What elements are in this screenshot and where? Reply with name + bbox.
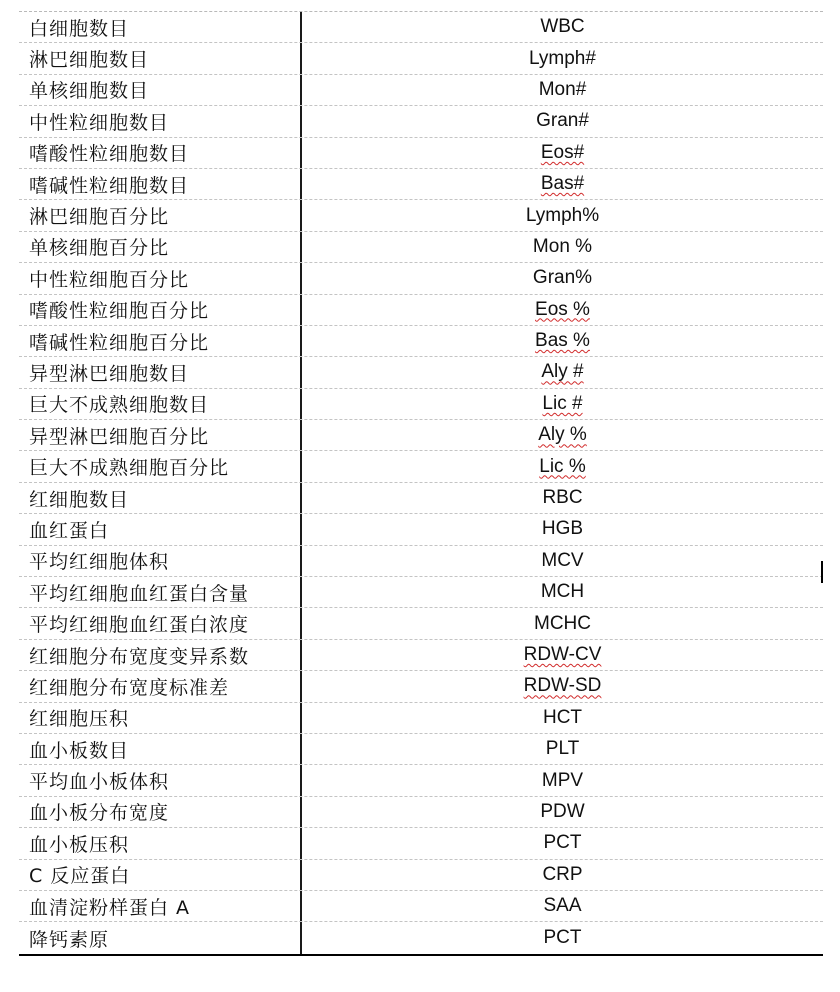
parameter-abbreviation-cell[interactable]	[302, 138, 823, 168]
parameter-abbreviation-cell[interactable]	[302, 200, 823, 230]
parameter-abbreviation: Lic %	[539, 455, 586, 477]
table-row[interactable]	[19, 357, 823, 388]
table-row[interactable]	[19, 703, 823, 734]
table-row[interactable]	[19, 43, 823, 74]
parameter-name-cell[interactable]	[19, 357, 302, 387]
parameter-name-cell[interactable]	[19, 169, 302, 199]
parameter-abbreviation-cell[interactable]	[302, 12, 823, 42]
parameter-name: 平均血小板体积	[29, 771, 170, 794]
table-row[interactable]	[19, 483, 823, 514]
parameter-abbreviation: MCV	[541, 549, 584, 571]
parameter-name: 血红蛋白	[29, 519, 110, 542]
parameter-name-cell[interactable]	[19, 389, 302, 419]
parameter-name-cell[interactable]	[19, 232, 302, 262]
table-row[interactable]	[19, 797, 823, 828]
parameter-name: 巨大不成熟细胞百分比	[29, 457, 230, 480]
parameter-name: 血小板分布宽度	[29, 802, 170, 825]
parameter-abbreviation-cell[interactable]	[302, 451, 823, 481]
parameter-abbreviation: WBC	[540, 16, 585, 38]
table-row[interactable]	[19, 200, 823, 231]
parameter-name: 嗜酸性粒细胞百分比	[29, 300, 210, 323]
parameter-name: 嗜碱性粒细胞数目	[29, 174, 190, 197]
parameter-name: 白细胞数目	[29, 17, 130, 40]
table-row[interactable]	[19, 922, 823, 953]
table-row[interactable]	[19, 169, 823, 200]
parameter-abbreviation: Mon#	[538, 78, 587, 100]
parameter-abbreviation: CRP	[542, 863, 583, 885]
parameter-abbreviation: Aly %	[538, 424, 587, 446]
parameter-abbreviation: Lymph#	[529, 47, 596, 69]
table-row[interactable]	[19, 295, 823, 326]
parameter-name-cell[interactable]	[19, 326, 302, 356]
parameter-name-cell[interactable]	[19, 860, 302, 890]
parameter-abbreviation-cell[interactable]	[302, 263, 823, 293]
parameter-abbreviation: Gran%	[532, 267, 593, 289]
parameter-name: 中性粒细胞百分比	[29, 268, 190, 291]
parameter-abbreviation-cell[interactable]	[302, 922, 823, 953]
table-row[interactable]	[19, 828, 823, 859]
parameter-abbreviation-cell[interactable]	[302, 420, 823, 450]
parameter-abbreviation-cell[interactable]	[302, 671, 823, 701]
parameter-name: 淋巴细胞百分比	[29, 206, 170, 229]
parameter-name-cell[interactable]	[19, 797, 302, 827]
parameter-abbreviation-cell[interactable]	[302, 891, 823, 921]
parameter-abbreviation: Lic #	[542, 392, 583, 414]
parameter-name: 单核细胞百分比	[29, 237, 170, 260]
parameter-name-cell[interactable]	[19, 295, 302, 325]
parameter-abbreviation-cell[interactable]	[302, 326, 823, 356]
table-row[interactable]	[19, 326, 823, 357]
parameter-name: 巨大不成熟细胞数目	[29, 394, 210, 417]
table-row[interactable]	[19, 640, 823, 671]
parameter-name: 红细胞压积	[29, 708, 130, 731]
parameter-name: 异型淋巴细胞百分比	[29, 425, 210, 448]
parameter-name-cell[interactable]	[19, 200, 302, 230]
parameter-abbreviation: MPV	[541, 769, 584, 791]
parameter-abbreviation: MCH	[540, 581, 585, 603]
table-row[interactable]	[19, 671, 823, 702]
parameter-name-cell[interactable]	[19, 263, 302, 293]
parameter-name-cell[interactable]	[19, 138, 302, 168]
parameter-abbreviation-cell[interactable]	[302, 232, 823, 262]
parameter-abbreviation: Bas#	[540, 173, 585, 195]
table-row[interactable]	[19, 75, 823, 106]
parameter-name: 嗜酸性粒细胞数目	[29, 143, 190, 166]
table-row[interactable]	[19, 138, 823, 169]
parameter-abbreviation-cell[interactable]	[302, 734, 823, 764]
parameter-name-cell[interactable]	[19, 451, 302, 481]
parameter-name-cell[interactable]	[19, 546, 302, 576]
parameter-abbreviation: PCT	[543, 832, 582, 854]
parameter-name: 单核细胞数目	[29, 80, 150, 103]
table-row[interactable]	[19, 514, 823, 545]
parameter-abbreviation-cell[interactable]	[302, 43, 823, 73]
parameter-name-cell[interactable]	[19, 75, 302, 105]
table-row[interactable]	[19, 263, 823, 294]
parameter-abbreviation: Eos#	[540, 141, 585, 163]
parameter-name: C 反应蛋白	[29, 865, 131, 888]
parameter-name: 淋巴细胞数目	[29, 49, 150, 72]
parameter-abbreviation-cell[interactable]	[302, 860, 823, 890]
parameter-name-cell[interactable]	[19, 12, 302, 42]
parameter-name-cell[interactable]	[19, 106, 302, 136]
parameter-abbreviation-cell[interactable]	[302, 389, 823, 419]
parameter-abbreviation: RBC	[542, 487, 583, 509]
parameter-name-cell[interactable]	[19, 577, 302, 607]
parameter-name-cell[interactable]	[19, 891, 302, 921]
parameter-abbreviation-cell[interactable]	[302, 106, 823, 136]
parameter-name: 红细胞分布宽度变异系数	[29, 645, 250, 668]
parameter-abbreviation-cell[interactable]	[302, 357, 823, 387]
parameter-name-cell[interactable]	[19, 765, 302, 795]
parameter-abbreviation: Aly #	[541, 361, 584, 383]
table-row[interactable]	[19, 12, 823, 43]
table-row[interactable]	[19, 232, 823, 263]
parameter-abbreviation-cell[interactable]	[302, 828, 823, 858]
table-row[interactable]	[19, 546, 823, 577]
parameter-abbreviation-cell[interactable]	[302, 577, 823, 607]
parameter-abbreviation-cell[interactable]	[302, 703, 823, 733]
parameter-abbreviation: PDW	[540, 800, 585, 822]
parameter-name-cell[interactable]	[19, 828, 302, 858]
table-row[interactable]	[19, 891, 823, 922]
parameter-name: 血清淀粉样蛋白 A	[29, 896, 191, 919]
parameter-abbreviation-cell[interactable]	[302, 608, 823, 638]
parameter-abbreviation: MCHC	[534, 612, 591, 634]
parameter-name-cell[interactable]	[19, 43, 302, 73]
parameter-name: 异型淋巴细胞数目	[29, 362, 190, 385]
parameter-name-cell[interactable]	[19, 734, 302, 764]
parameter-name: 嗜碱性粒细胞百分比	[29, 331, 210, 354]
parameter-name-cell[interactable]	[19, 671, 302, 701]
parameter-abbreviation: Lymph%	[525, 204, 600, 226]
parameter-abbreviation: Gran#	[536, 110, 589, 132]
parameter-abbreviation-cell[interactable]	[302, 765, 823, 795]
table-row[interactable]	[19, 577, 823, 608]
parameter-name: 平均红细胞血红蛋白含量	[29, 582, 250, 605]
table-row[interactable]	[19, 860, 823, 891]
parameter-abbreviation-cell[interactable]	[302, 514, 823, 544]
parameter-abbreviation: RDW-SD	[523, 675, 602, 697]
parameter-name-cell[interactable]	[19, 922, 302, 953]
parameter-name-cell[interactable]	[19, 483, 302, 513]
parameter-name: 红细胞数目	[29, 488, 130, 511]
parameter-abbreviation: HGB	[541, 518, 584, 540]
parameter-name-cell[interactable]	[19, 420, 302, 450]
parameter-abbreviation: PCT	[543, 927, 582, 949]
table-row[interactable]	[19, 734, 823, 765]
parameter-abbreviation: Mon %	[532, 235, 593, 257]
table-row[interactable]	[19, 451, 823, 482]
parameter-name: 血小板数目	[29, 739, 130, 762]
parameter-name: 平均红细胞血红蛋白浓度	[29, 614, 250, 637]
parameter-table[interactable]	[19, 11, 823, 956]
parameter-name: 红细胞分布宽度标准差	[29, 676, 230, 699]
parameter-abbreviation-cell[interactable]	[302, 169, 823, 199]
parameter-abbreviation: HCT	[542, 706, 583, 728]
parameter-abbreviation: RDW-CV	[523, 644, 602, 665]
table-row[interactable]	[19, 608, 823, 639]
parameter-abbreviation-cell[interactable]	[302, 295, 823, 325]
parameter-name: 平均红细胞体积	[29, 551, 170, 574]
parameter-abbreviation-cell[interactable]	[302, 75, 823, 105]
parameter-name: 血小板压积	[29, 833, 130, 856]
parameter-name-cell[interactable]	[19, 640, 302, 670]
text-cursor	[821, 561, 823, 583]
parameter-abbreviation: Bas %	[535, 330, 590, 352]
parameter-abbreviation-cell[interactable]	[302, 797, 823, 827]
table-row[interactable]	[19, 765, 823, 796]
table-row[interactable]	[19, 389, 823, 420]
table-row[interactable]	[19, 106, 823, 137]
parameter-abbreviation: PLT	[545, 738, 580, 760]
parameter-name-cell[interactable]	[19, 703, 302, 733]
parameter-abbreviation-cell[interactable]	[302, 546, 823, 576]
parameter-name-cell[interactable]	[19, 608, 302, 638]
parameter-abbreviation: Eos %	[535, 298, 590, 320]
table-row[interactable]	[19, 420, 823, 451]
parameter-abbreviation-cell[interactable]	[302, 483, 823, 513]
parameter-name: 降钙素原	[29, 928, 110, 951]
parameter-abbreviation-cell[interactable]	[302, 640, 823, 670]
parameter-abbreviation: SAA	[543, 895, 582, 917]
parameter-name: 中性粒细胞数目	[29, 111, 170, 134]
parameter-name-cell[interactable]	[19, 514, 302, 544]
